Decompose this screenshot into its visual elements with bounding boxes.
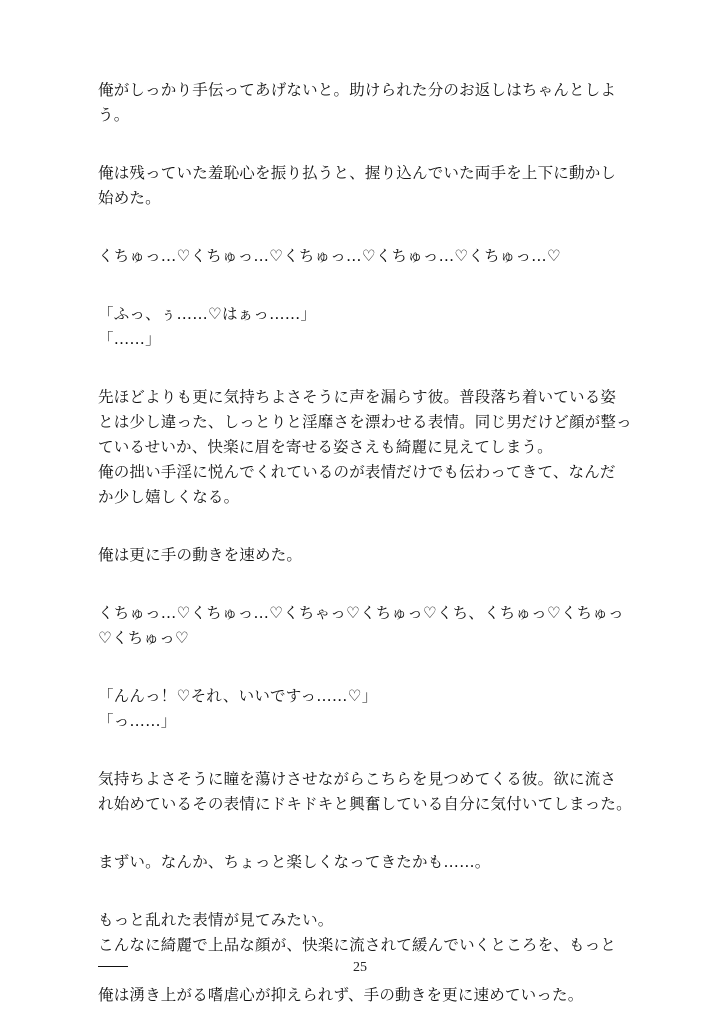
text-line: とは少し違った、しっとりと淫靡さを漂わせる表情。同じ男だけど顔が整っ [98, 413, 632, 431]
text-line: か少し嬉しくなる。 [98, 488, 240, 506]
text-line: ているせいか、快楽に眉を寄せる姿さえも綺麗に見えてしまう。 [98, 438, 553, 456]
text-line: 「っ……」 [98, 712, 177, 730]
paragraph-gap [98, 269, 638, 302]
page-number: 25 [353, 960, 367, 975]
paragraph-gap [98, 817, 638, 850]
paragraph-gap [98, 352, 638, 385]
paragraph-gap [98, 128, 638, 161]
text-line: こんなに綺麗で上品な顔が、快楽に流されて緩んでいくところを、もっと [98, 936, 617, 954]
text-line: 始めた。 [98, 189, 161, 207]
text-line: もっと乱れた表情が見てみたい。 [98, 911, 334, 929]
paragraph-gap [98, 211, 638, 244]
text-line: くちゅっ…♡くちゅっ…♡くちゅっ…♡くちゅっ…♡くちゅっ…♡ [98, 247, 561, 265]
text-line: 「……」 [98, 330, 161, 348]
body-text [98, 78, 638, 1008]
paragraph-gap [98, 568, 638, 601]
paragraph-gap [98, 651, 638, 684]
text-line: 「んんっ！♡それ、いいですっ……♡」 [98, 687, 378, 705]
text-line: う。 [98, 106, 130, 124]
text-line: 先ほどよりも更に気持ちよさそうに声を漏らす彼。普段落ち着いている姿 [98, 388, 617, 406]
text-line: 「ふっ、ぅ……♡はぁっ……」 [98, 305, 317, 323]
text-line: 俺は更に手の動きを速めた。 [98, 546, 303, 564]
paragraph-gap [98, 875, 638, 908]
text-line: 気持ちよさそうに瞳を蕩けさせながらこちらを見つめてくる彼。欲に流さ [98, 770, 617, 788]
text-line: れ始めているその表情にドキドキと興奮している自分に気付いてしまった。 [98, 795, 632, 813]
text-line: 俺がしっかり手伝ってあげないと。助けられた分のお返しはちゃんとしよ [98, 81, 617, 99]
paragraph-gap [98, 510, 638, 543]
text-line: まずい。なんか、ちょっと楽しくなってきたかも……。 [98, 853, 491, 871]
text-line: 俺は残っていた羞恥心を振り払うと、握り込んでいた両手を上下に動かし [98, 164, 617, 182]
text-line: 俺の拙い手淫に悦んでくれているのが表情だけでも伝わってきて、なんだ [98, 463, 616, 481]
text-line: くちゅっ…♡くちゅっ…♡くちゃっ♡くちゅっ♡くち、くちゅっ♡くちゅっ [98, 604, 624, 622]
text-line: 俺は湧き上がる嗜虐心が抑えられず、手の動きを更に速めていった。 [98, 986, 584, 1004]
text-line: ♡くちゅっ♡ [98, 629, 189, 647]
paragraph-gap [98, 734, 638, 767]
